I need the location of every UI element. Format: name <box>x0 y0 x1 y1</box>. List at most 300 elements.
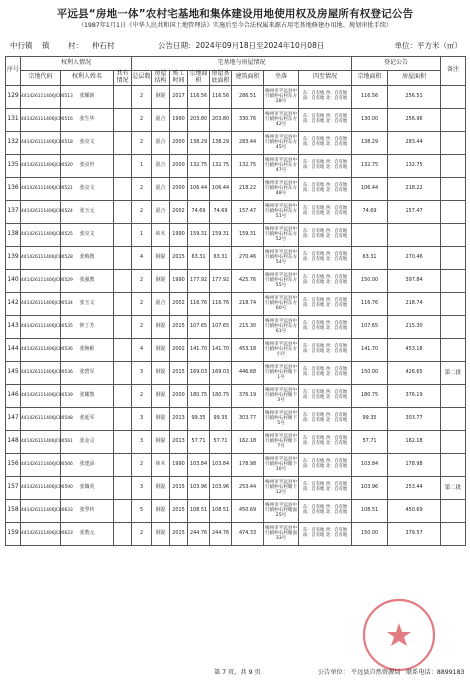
cell-year: 2013 <box>170 430 188 453</box>
table-row <box>6 200 466 223</box>
cell-seq: 138 <box>6 223 21 246</box>
cell-reg-land: 57.71 <box>352 430 388 453</box>
table-row <box>6 269 466 292</box>
cell-location: 梅州市平远县中行镇仲石村东方54号 <box>264 246 299 269</box>
village-name: 仲石村 <box>92 41 115 50</box>
cell-year: 2000 <box>170 131 188 154</box>
cell-code: 441426111406JC00548 <box>21 407 61 430</box>
cell-year: 1990 <box>170 269 188 292</box>
th-co-owner: 共有情况 <box>114 71 132 86</box>
publisher: 公告单位： 平远县自然资源局 <box>318 669 401 676</box>
table-row <box>6 131 466 154</box>
cell-boundary: 东：自有地 西：自有地 南：自有地 北：自有地 <box>299 131 352 154</box>
cell-base-area: 106.44 <box>210 177 232 200</box>
cell-boundary: 东：自有地 西：自有地 南：自有地 北：自有地 <box>299 384 352 407</box>
cell-build-area: 159.31 <box>232 223 264 246</box>
cell-reg-land: 63.31 <box>352 246 388 269</box>
cell-code: 441426111406JC00525 <box>21 223 61 246</box>
cell-code: 441426111406JC00534 <box>21 292 61 315</box>
cell-build-area: 474.33 <box>232 522 264 545</box>
cell-year: 2015 <box>170 499 188 522</box>
cell-co-owner <box>114 177 132 200</box>
cell-code: 441426111406JC00521 <box>21 177 61 200</box>
cell-base-area: 169.03 <box>210 361 232 384</box>
cell-name: 张建添 <box>61 453 114 476</box>
cell-name: 钟丁芳 <box>61 315 114 338</box>
cell-seq: 148 <box>6 430 21 453</box>
cell-location: 梅州市平远县中行镇仲石村东方小区 <box>264 338 299 361</box>
cell-name: 张學传 <box>61 499 114 522</box>
cell-build-area: 286.51 <box>232 85 264 108</box>
th-structure: 房屋结构 <box>152 71 170 86</box>
cell-year: 2015 <box>170 246 188 269</box>
cell-location: 梅州市平远县中行镇仲石村塘面25号 <box>264 499 299 522</box>
cell-floors: 3 <box>132 476 152 499</box>
cell-code: 441426111406JC00561 <box>21 430 61 453</box>
cell-structure: 钢混 <box>152 430 170 453</box>
table-row <box>6 292 466 315</box>
cell-co-owner <box>114 338 132 361</box>
cell-reg-house: 157.47 <box>388 200 441 223</box>
cell-seq: 145 <box>6 361 21 384</box>
cell-year: 2017 <box>170 85 188 108</box>
cell-reg-house: 453.18 <box>388 338 441 361</box>
cell-boundary: 东：自有地 西：自有地 南：自有地 北：自有地 <box>299 407 352 430</box>
cell-reg-house: 303.77 <box>388 407 441 430</box>
cell-reg-land: 108.51 <box>352 499 388 522</box>
cell-land-area: 169.03 <box>188 361 210 384</box>
cell-reg-house: 283.44 <box>388 131 441 154</box>
table-row <box>6 453 466 476</box>
cell-name: 张金灵 <box>61 430 114 453</box>
cell-location: 梅州市平远县中行镇仲石村东方52号 <box>264 223 299 246</box>
table-row <box>6 499 466 522</box>
cell-seq: 132 <box>6 131 21 154</box>
cell-reg-house: 162.18 <box>388 430 441 453</box>
cell-land-area: 108.51 <box>188 499 210 522</box>
cell-reg-land <box>352 223 388 246</box>
cell-co-owner <box>114 361 132 384</box>
cell-reg-land: 150.00 <box>352 361 388 384</box>
cell-reg-house: 397.84 <box>388 269 441 292</box>
cell-boundary: 东：自有地 西：自有地 南：自有地 北：自有地 <box>299 522 352 545</box>
cell-note <box>441 522 466 545</box>
cell-seq: 156 <box>6 453 21 476</box>
cell-base-area: 99.35 <box>210 407 232 430</box>
cell-floors: 2 <box>132 108 152 131</box>
cell-boundary: 东：自有地 西：自有地 南：自有地 北：自有地 <box>299 338 352 361</box>
cell-year: 1990 <box>170 453 188 476</box>
cell-boundary: 东：自有地 西：自有地 南：自有地 北：自有地 <box>299 453 352 476</box>
cell-build-area: 303.77 <box>232 407 264 430</box>
cell-reg-land: 150.00 <box>352 522 388 545</box>
cell-location: 梅州市平远县中行镇仲石村东方60号 <box>264 292 299 315</box>
cell-base-area: 244.76 <box>210 522 232 545</box>
cell-location: 梅州市平远县中行镇仲石村塘下7号 <box>264 430 299 453</box>
cell-reg-house: 256.51 <box>388 85 441 108</box>
cell-name: 张熾英 <box>61 476 114 499</box>
cell-co-owner <box>114 292 132 315</box>
cell-year: 2000 <box>170 154 188 177</box>
cell-floors: 4 <box>132 246 152 269</box>
cell-floors: 2 <box>132 131 152 154</box>
cell-land-area: 177.92 <box>188 269 210 292</box>
cell-floors: 1 <box>132 154 152 177</box>
cell-base-area: 57.71 <box>210 430 232 453</box>
table-row <box>6 522 466 545</box>
cell-note <box>441 384 466 407</box>
cell-co-owner <box>114 131 132 154</box>
cell-build-area: 215.30 <box>232 315 264 338</box>
cell-note <box>441 338 466 361</box>
page-number: 第 7 页，共 9 页 <box>214 669 261 676</box>
cell-base-area: 138.29 <box>210 131 232 154</box>
cell-note <box>441 315 466 338</box>
cell-boundary: 东：自有地 西：自有地 南：自有地 北：自有地 <box>299 200 352 223</box>
cell-build-area: 157.47 <box>232 200 264 223</box>
cell-reg-house: 379.57 <box>388 522 441 545</box>
cell-co-owner <box>114 384 132 407</box>
cell-year: 2002 <box>170 292 188 315</box>
cell-reg-land: 116.56 <box>352 85 388 108</box>
cell-co-owner <box>114 430 132 453</box>
th-build-area: 建筑面积 <box>232 71 264 86</box>
cell-code: 441426111406JC00528 <box>21 246 61 269</box>
cell-note <box>441 246 466 269</box>
cell-code: 441426111406JC00524 <box>21 200 61 223</box>
cell-reg-land: 106.44 <box>352 177 388 200</box>
table-row <box>6 430 466 453</box>
cell-reg-house: 256.96 <box>388 108 441 131</box>
cell-seq: 131 <box>6 108 21 131</box>
cell-seq: 158 <box>6 499 21 522</box>
cell-note <box>441 108 466 131</box>
cell-base-area: 107.65 <box>210 315 232 338</box>
cell-reg-house: 218.22 <box>388 177 441 200</box>
cell-reg-house: 178.98 <box>388 453 441 476</box>
cell-code: 441426111406JC00513 <box>21 85 61 108</box>
th-boundary: 四至情况 <box>299 71 352 86</box>
cell-reg-house: 450.69 <box>388 499 441 522</box>
cell-boundary: 东：自有地 西：自有地 南：自有地 北：自有地 <box>299 154 352 177</box>
cell-reg-land: 138.29 <box>352 131 388 154</box>
cell-reg-house: 132.75 <box>388 154 441 177</box>
cell-land-area: 141.70 <box>188 338 210 361</box>
table-row <box>6 361 466 384</box>
cell-code: 441426111406JC00520 <box>21 154 61 177</box>
cell-year: 2013 <box>170 407 188 430</box>
page-title: 平远县“房地一体”农村宅基地和集体建设用地使用权及房屋所有权登记公告 <box>56 8 414 20</box>
table-row <box>6 246 466 269</box>
cell-seq: 135 <box>6 154 21 177</box>
th-seq: 序号 <box>6 57 21 86</box>
cell-name: 张强教 <box>61 269 114 292</box>
cell-seq: 139 <box>6 246 21 269</box>
cell-note <box>441 499 466 522</box>
table-row <box>6 407 466 430</box>
cell-land-area: 116.56 <box>188 85 210 108</box>
cell-code: 441426111406JC00633 <box>21 499 61 522</box>
cell-floors: 2 <box>132 522 152 545</box>
th-year: 竣工时间 <box>170 71 188 86</box>
th-registration: 登记公告 <box>352 57 441 71</box>
cell-build-area: 283.44 <box>232 131 264 154</box>
cell-build-area: 450.69 <box>232 499 264 522</box>
th-land-house: 宅基地与房屋情况 <box>132 57 352 71</box>
cell-structure: 钢混 <box>152 246 170 269</box>
th-reg-land: 宗地面积 <box>352 71 388 86</box>
cell-build-area: 162.18 <box>232 430 264 453</box>
cell-land-area: 103.84 <box>188 453 210 476</box>
cell-land-area: 63.31 <box>188 246 210 269</box>
table-row <box>6 85 466 108</box>
table-row <box>6 177 466 200</box>
cell-name: 张亮文 <box>61 177 114 200</box>
cell-co-owner <box>114 85 132 108</box>
cell-reg-house <box>388 223 441 246</box>
cell-location: 梅州市平远县中行镇仲石村塘下3号 <box>264 384 299 407</box>
cell-name: 张耀新 <box>61 85 114 108</box>
cell-co-owner <box>114 522 132 545</box>
cell-name: 张碧军 <box>61 361 114 384</box>
cell-location: 梅州市平远县中行镇仲石村塘下10号 <box>264 453 299 476</box>
cell-note <box>441 177 466 200</box>
cell-reg-house: 218.74 <box>388 292 441 315</box>
cell-co-owner <box>114 499 132 522</box>
cell-reg-house: 270.46 <box>388 246 441 269</box>
cell-seq: 143 <box>6 315 21 338</box>
cell-note <box>441 407 466 430</box>
cell-reg-house: 215.30 <box>388 315 441 338</box>
contact-phone: 联系电话：8899183 <box>406 669 465 676</box>
cell-base-area: 108.51 <box>210 499 232 522</box>
cell-structure: 钢混 <box>152 407 170 430</box>
cell-seq: 146 <box>6 384 21 407</box>
cell-year: 2015 <box>170 361 188 384</box>
th-rights-holder: 权利人情况 <box>21 57 132 71</box>
cell-co-owner <box>114 246 132 269</box>
cell-location: 梅州市平远县中行镇仲石村塘面33号 <box>264 522 299 545</box>
cell-co-owner <box>114 315 132 338</box>
cell-reg-land: 150.00 <box>352 269 388 292</box>
cell-location: 梅州市平远县中行镇仲石村东方61号 <box>264 315 299 338</box>
cell-reg-house: 253.44 <box>388 476 441 499</box>
cell-year: 2000 <box>170 384 188 407</box>
cell-base-area: 116.56 <box>210 85 232 108</box>
cell-structure: 钢混 <box>152 384 170 407</box>
cell-co-owner <box>114 407 132 430</box>
unit-label: 单位：平方米（㎡） <box>394 41 462 50</box>
cell-year: 2002 <box>170 338 188 361</box>
cell-structure: 砖木 <box>152 223 170 246</box>
cell-structure: 钢混 <box>152 315 170 338</box>
cell-structure: 钢混 <box>152 499 170 522</box>
cell-structure: 钢混 <box>152 338 170 361</box>
cell-floors: 5 <box>132 499 152 522</box>
cell-base-area: 103.96 <box>210 476 232 499</box>
cell-seq: 159 <box>6 522 21 545</box>
cell-location: 梅州市平远县中行镇仲石村东方28号 <box>264 85 299 108</box>
cell-build-area: 218.22 <box>232 177 264 200</box>
cell-code: 441426111406JC00539 <box>21 384 61 407</box>
cell-boundary: 东：自有地 西：自有地 南：自有地 北：自有地 <box>299 315 352 338</box>
cell-note <box>441 85 466 108</box>
cell-note <box>441 131 466 154</box>
cell-land-area: 180.75 <box>188 384 210 407</box>
cell-reg-house: 376.19 <box>388 384 441 407</box>
table-row <box>6 154 466 177</box>
cell-structure: 钢混 <box>152 269 170 292</box>
table-row <box>6 223 466 246</box>
cell-land-area: 244.76 <box>188 522 210 545</box>
cell-name: 张玉元 <box>61 200 114 223</box>
cell-build-area: 218.74 <box>232 292 264 315</box>
cell-floors: 2 <box>132 292 152 315</box>
village-label: 村： <box>68 41 83 50</box>
cell-co-owner <box>114 200 132 223</box>
table-row <box>6 315 466 338</box>
cell-build-area: 132.75 <box>232 154 264 177</box>
cell-structure: 钢混 <box>152 476 170 499</box>
cell-reg-house: 426.65 <box>388 361 441 384</box>
cell-structure: 钢混 <box>152 85 170 108</box>
cell-seq: 157 <box>6 476 21 499</box>
cell-base-area: 63.31 <box>210 246 232 269</box>
cell-boundary: 东：自有地 西：自有地 南：自有地 北：自有地 <box>299 499 352 522</box>
cell-floors: 3 <box>132 361 152 384</box>
cell-reg-land: 99.35 <box>352 407 388 430</box>
cell-land-area: 138.29 <box>188 131 210 154</box>
cell-boundary: 东：自有地 西：自有地 南：自有地 北：自有地 <box>299 476 352 499</box>
cell-structure: 混合 <box>152 154 170 177</box>
cell-reg-land: 74.69 <box>352 200 388 223</box>
cell-reg-land: 180.75 <box>352 384 388 407</box>
cell-location: 梅州市平远县中行镇仲石村东方48号 <box>264 177 299 200</box>
cell-code: 441426111406JC00566 <box>21 453 61 476</box>
cell-structure: 混合 <box>152 177 170 200</box>
cell-code: 441426111406JC00590 <box>21 476 61 499</box>
cell-co-owner <box>114 269 132 292</box>
cell-floors: 4 <box>132 338 152 361</box>
cell-reg-land: 116.76 <box>352 292 388 315</box>
cell-boundary: 东：自有地 西：自有地 南：自有地 北：自有地 <box>299 430 352 453</box>
th-code: 宗地代码 <box>21 71 61 86</box>
page-subtitle: （1987年1月1日《中华人民共和国土地管理法》实施后至今合法权属来源占用宅基地修建办用地、规划审批手续） <box>77 22 393 29</box>
cell-name: 张玉文 <box>61 292 114 315</box>
cell-base-area: 177.92 <box>210 269 232 292</box>
cell-boundary: 东：自有地 西：自有地 南：自有地 北：自有地 <box>299 223 352 246</box>
th-floors: 总层数 <box>132 71 152 86</box>
cell-reg-land: 141.70 <box>352 338 388 361</box>
cell-boundary: 东：自有地 西：自有地 南：自有地 北：自有地 <box>299 361 352 384</box>
cell-co-owner <box>114 154 132 177</box>
cell-note: 第二批 <box>441 476 466 499</box>
cell-build-area: 253.44 <box>232 476 264 499</box>
cell-note <box>441 223 466 246</box>
cell-name: 张亮文 <box>61 131 114 154</box>
cell-note <box>441 154 466 177</box>
cell-build-area: 376.19 <box>232 384 264 407</box>
cell-structure: 混合 <box>152 108 170 131</box>
cell-land-area: 203.80 <box>188 108 210 131</box>
cell-location: 梅州市平远县中行镇仲石村塘下5号 <box>264 407 299 430</box>
cell-base-area: 141.70 <box>210 338 232 361</box>
cell-location: 梅州市平远县中行镇仲石村塘下12号 <box>264 476 299 499</box>
cell-land-area: 107.65 <box>188 315 210 338</box>
cell-year: 2015 <box>170 522 188 545</box>
town-name: 中行镇 <box>10 41 33 50</box>
cell-name: 张生华 <box>61 108 114 131</box>
cell-year: 1990 <box>170 108 188 131</box>
cell-seq: 144 <box>6 338 21 361</box>
cell-co-owner <box>114 476 132 499</box>
cell-name: 张亮世 <box>61 154 114 177</box>
cell-reg-land: 132.75 <box>352 154 388 177</box>
cell-code: 441426111406JC00516 <box>21 108 61 131</box>
registration-table <box>5 56 466 546</box>
th-reg-house: 房屋面积 <box>388 71 441 86</box>
cell-name: 张耀教 <box>61 384 114 407</box>
cell-note <box>441 200 466 223</box>
cell-year: 2015 <box>170 476 188 499</box>
th-name: 权利人姓名 <box>61 71 114 86</box>
cell-base-area: 203.80 <box>210 108 232 131</box>
th-note: 备注 <box>441 57 466 86</box>
cell-build-area: 330.76 <box>232 108 264 131</box>
cell-year: 2000 <box>170 177 188 200</box>
cell-note <box>441 430 466 453</box>
cell-reg-land: 103.84 <box>352 453 388 476</box>
cell-land-area: 103.96 <box>188 476 210 499</box>
cell-note: 第二批 <box>441 361 466 384</box>
cell-name: 张延军 <box>61 407 114 430</box>
meta-line <box>8 40 464 52</box>
cell-co-owner <box>114 453 132 476</box>
cell-boundary: 东：自有地 西：自有地 南：自有地 北：自有地 <box>299 177 352 200</box>
cell-name: 张亮文 <box>61 223 114 246</box>
cell-structure: 钢混 <box>152 522 170 545</box>
cell-boundary: 东：自有地 西：自有地 南：自有地 北：自有地 <box>299 292 352 315</box>
cell-floors: 3 <box>132 430 152 453</box>
cell-location: 梅州市平远县中行镇仲石村东方55号 <box>264 269 299 292</box>
cell-build-area: 178.98 <box>232 453 264 476</box>
cell-co-owner <box>114 108 132 131</box>
cell-boundary: 东：自有地 西：自有地 南：自有地 北：自有地 <box>299 85 352 108</box>
cell-base-area: 159.31 <box>210 223 232 246</box>
cell-location: 梅州市平远县中行镇仲石村东方51号 <box>264 200 299 223</box>
cell-seq: 147 <box>6 407 21 430</box>
cell-floors: 2 <box>132 85 152 108</box>
cell-seq: 142 <box>6 292 21 315</box>
cell-structure: 混合 <box>152 292 170 315</box>
cell-structure: 混合 <box>152 131 170 154</box>
cell-seq: 137 <box>6 200 21 223</box>
cell-base-area: 132.75 <box>210 154 232 177</box>
cell-year: 1990 <box>170 223 188 246</box>
cell-reg-land: 130.00 <box>352 108 388 131</box>
cell-land-area: 57.71 <box>188 430 210 453</box>
table-row <box>6 338 466 361</box>
cell-floors: 1 <box>132 223 152 246</box>
cell-note <box>441 269 466 292</box>
cell-boundary: 东：自有地 西：自有地 南：自有地 北：自有地 <box>299 108 352 131</box>
footer <box>0 667 470 679</box>
cell-floors: 3 <box>132 407 152 430</box>
cell-land-area: 159.31 <box>188 223 210 246</box>
cell-reg-land: 103.96 <box>352 476 388 499</box>
cell-name: 张梅教 <box>61 246 114 269</box>
th-base-area: 房屋基底面积 <box>211 70 230 84</box>
